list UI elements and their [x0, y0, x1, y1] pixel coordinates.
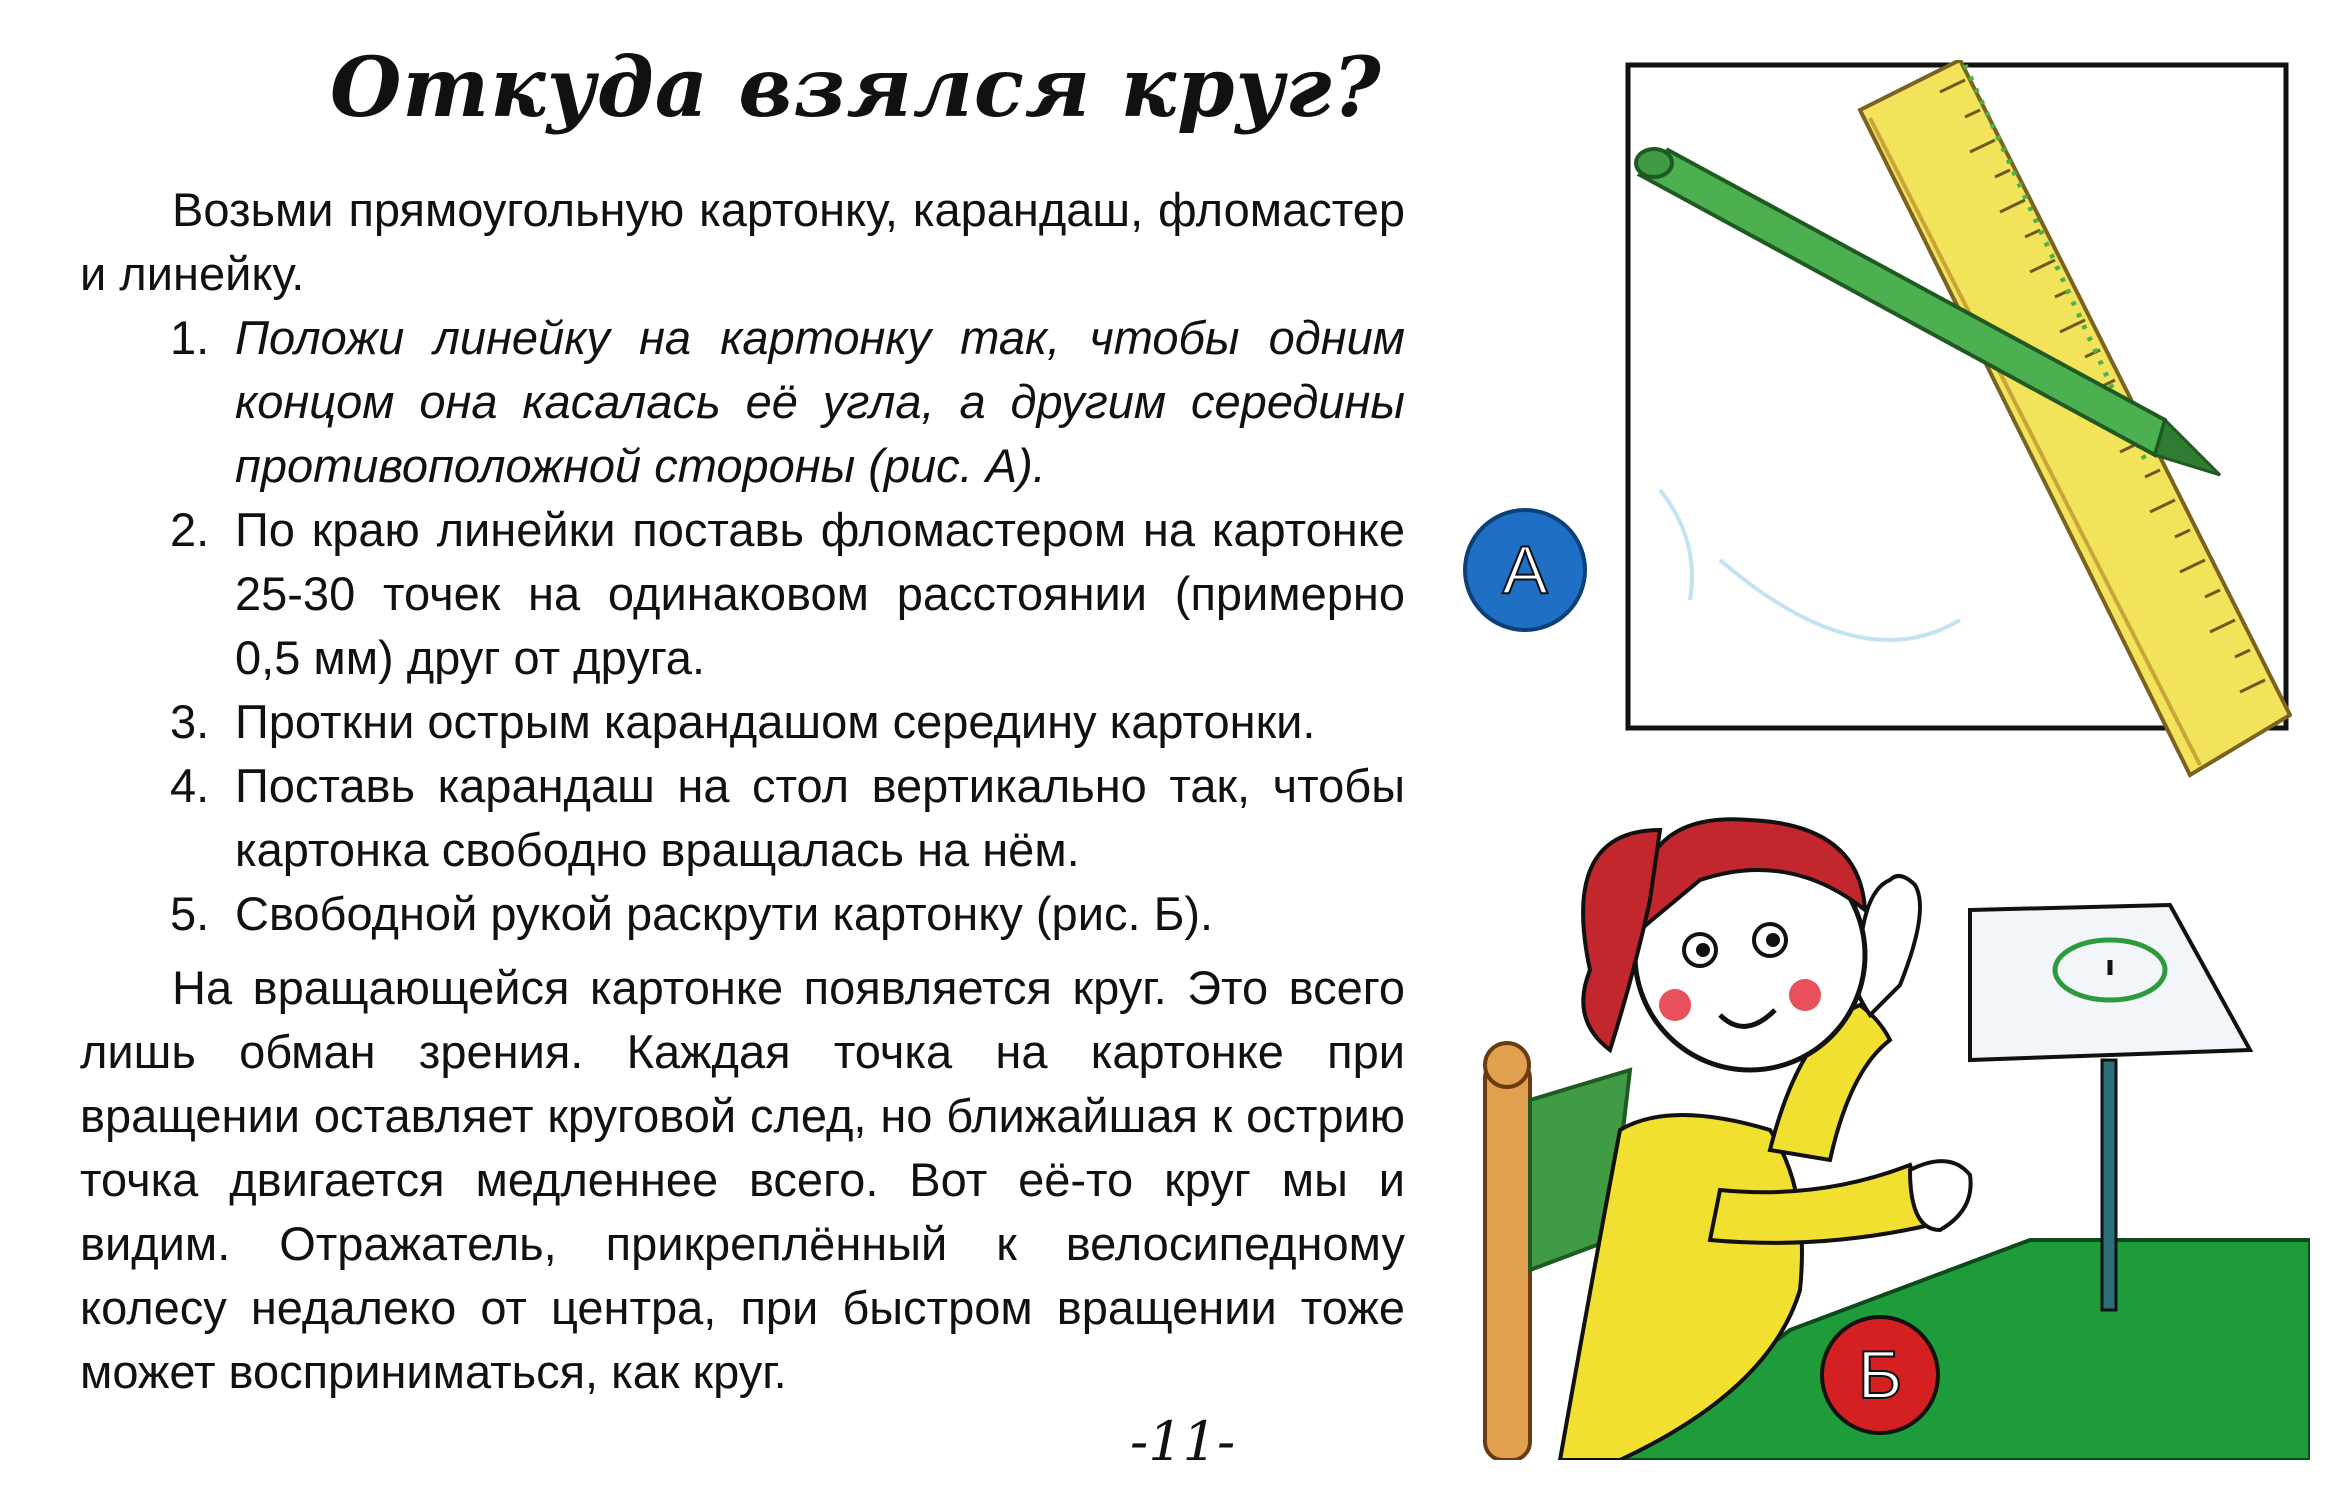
explanation-paragraph: На вращающейся картонке появляется круг. Это всего лишь обман зрения. Каждая точка на картонке при вращении оставляет круговой след, но ближайшая к острию точка двигается медленнее всего. Вот её-то круг мы и видим. Отражатель, прикреплённый к велосипедному колесу недалеко от центра, при быстром вращении тоже может восприниматься, как круг.	[80, 961, 1405, 1398]
list-item	[80, 498, 1405, 690]
step-number: 4.	[170, 759, 210, 812]
step-number: 3.	[170, 695, 210, 748]
steps-list	[80, 306, 1405, 946]
step-text: По краю линейки поставь фломастером на картонке 25-30 точек на одинаковом расстоянии (примерно 0,5 мм) друг от друга.	[235, 503, 1405, 684]
figure-a-badge	[1460, 505, 1590, 635]
step-number: 1.	[170, 311, 210, 364]
step-text: Поставь карандаш на стол вертикально так, чтобы картонка свободно вращалась на нём.	[235, 759, 1405, 876]
step-text: Проткни острым карандашом середину картонки.	[235, 695, 1316, 748]
step-text: Положи линейку на картонку так, чтобы одним концом она касалась её угла, а другим середины противоположной стороны (рис. А).	[235, 311, 1405, 492]
figure-a-label: А	[1502, 532, 1548, 608]
intro-paragraph: Возьми прямоугольную картонку, карандаш, фломастер и линейку.	[80, 183, 1405, 300]
page-title: Откуда взялся круг?	[330, 40, 1382, 136]
figure-b-label: Б	[1857, 1337, 1903, 1413]
step-number: 5.	[170, 887, 210, 940]
list-item	[80, 754, 1405, 882]
step-text: Свободной рукой раскрути картонку (рис. Б).	[235, 887, 1214, 940]
figure-a-illustration	[1620, 60, 2292, 785]
text-column	[80, 178, 1405, 1404]
list-item	[80, 882, 1405, 946]
page-number: -11-	[1130, 1410, 1236, 1473]
figure-b-badge	[1815, 1310, 1945, 1440]
list-item	[80, 306, 1405, 498]
list-item	[80, 690, 1405, 754]
step-number: 2.	[170, 503, 210, 556]
